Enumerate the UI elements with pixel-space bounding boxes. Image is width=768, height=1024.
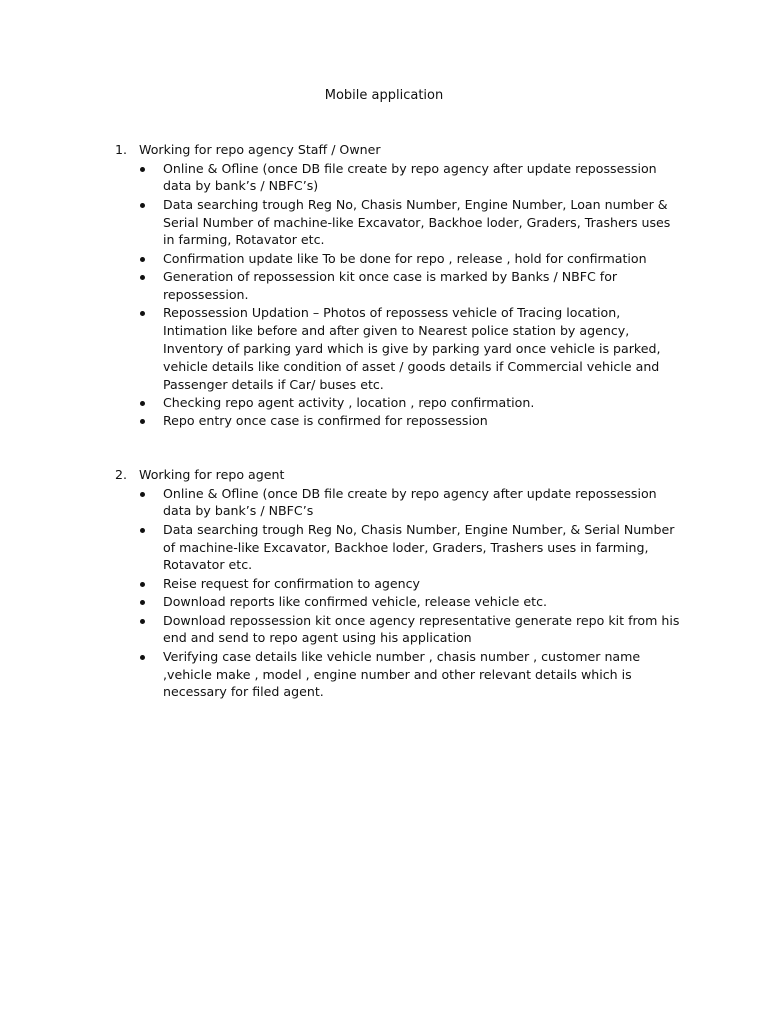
bullet-icon <box>140 167 145 172</box>
bullet-icon <box>140 203 145 208</box>
section-repo-agent <box>115 466 680 701</box>
bullet-icon <box>140 401 145 406</box>
section-heading <box>115 141 680 159</box>
list-item-text: Download repossession kit once agency representative generate repo kit from his end and send to repo agent using his application <box>163 612 680 646</box>
list-item-text: Data searching trough Reg No, Chasis Number, Engine Number, & Serial Number of machine-like Excavator, Backhoe loder, Graders, Trashers uses in farming, Rotavator etc. <box>163 521 675 573</box>
bullet-icon <box>140 257 145 262</box>
list-item-text: Download reports like confirmed vehicle, release vehicle etc. <box>163 594 547 610</box>
list-item <box>115 160 680 196</box>
list-item <box>115 394 680 412</box>
bullet-icon <box>140 619 145 624</box>
list-item-text: Checking repo agent activity , location , repo confirmation. <box>163 394 535 410</box>
list-item-text: Online & Ofline (once DB file create by repo agency after update repossession data by bank’s / NBFC’s) <box>163 160 657 194</box>
section-number: 1. <box>115 142 128 157</box>
list-item-text: Generation of repossession kit once case is marked by Banks / NBFC for repossession. <box>163 269 618 302</box>
bullet-icon <box>140 600 145 605</box>
list-item <box>115 612 680 648</box>
list-item <box>115 412 680 430</box>
list-item-text: Confirmation update like To be done for repo , release , hold for confirmation <box>163 250 647 266</box>
section-heading <box>115 466 680 484</box>
list-item-text: Verifying case details like vehicle number , chasis number , customer name ,vehicle make , model , engine number and other relevant details which is necessary for filed agent. <box>163 648 641 700</box>
list-item <box>115 196 680 249</box>
bullet-icon <box>140 492 145 497</box>
document-title: Mobile application <box>324 88 444 103</box>
list-item <box>115 593 680 611</box>
section-heading-text: Working for repo agent <box>139 467 285 482</box>
bullet-icon <box>140 275 145 280</box>
list-item-text: Reise request for confirmation to agency <box>163 575 421 591</box>
list-item <box>115 268 680 304</box>
bullet-icon <box>140 419 145 424</box>
list-item <box>115 485 680 521</box>
bullet-list <box>115 160 680 431</box>
list-item-text: Data searching trough Reg No, Chasis Number, Engine Number, Loan number & Serial Number of machine-like Excavator, Backhoe loder, Graders, Trashers uses in farming, Rotavator etc. <box>163 196 671 248</box>
list-item-text: Repossession Updation – Photos of repossess vehicle of Tracing location, Intimation like before and after given to Nearest police station by agency, Inventory of parking yard which is give by parking yard once vehicle is parked, vehicle details like condition of asset / goods details if Commercial vehicle and Passenger details if Car/ buses etc. <box>163 305 661 392</box>
list-item <box>115 575 680 593</box>
list-item <box>115 521 680 574</box>
list-item <box>115 250 680 268</box>
list-item <box>115 304 680 393</box>
section-repo-agency-staff <box>115 141 680 430</box>
bullet-icon <box>140 528 145 533</box>
list-item-text: Online & Ofline (once DB file create by repo agency after update repossession data by bank’s / NBFC’s <box>163 485 657 519</box>
list-item-text: Repo entry once case is confirmed for repossession <box>163 413 488 429</box>
bullet-list <box>115 485 680 702</box>
list-item <box>115 648 680 701</box>
bullet-icon <box>140 655 145 660</box>
bullet-icon <box>140 582 145 587</box>
section-heading-text: Working for repo agency Staff / Owner <box>139 142 381 157</box>
section-number: 2. <box>115 467 128 482</box>
bullet-icon <box>140 311 145 316</box>
